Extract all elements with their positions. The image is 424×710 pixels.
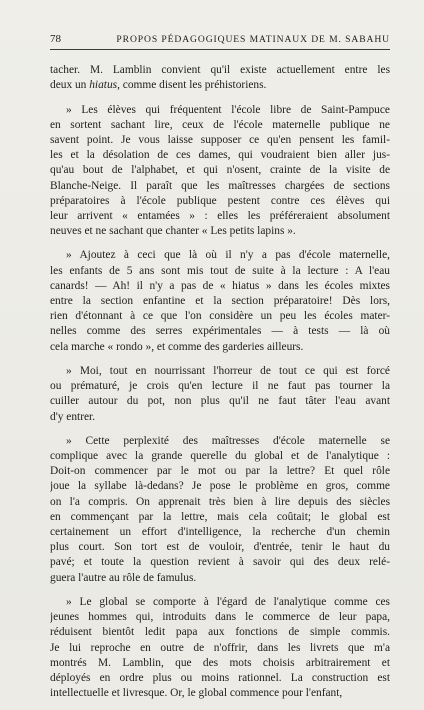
body-text: [50, 63, 390, 710]
text-line: rien d'étonnant à ce que l'on considère un peu les écoles mater-: [50, 310, 390, 323]
text-line: joue la syllabe là-dedans? Je pose le problème en gros, comme: [50, 480, 390, 493]
text-line: pavé; et toute la question revient à savoir qui des deux relé-: [50, 556, 390, 569]
paragraph: [50, 364, 390, 425]
text-line: leur arrivent « entamées » : elles les préféreraient absolument: [50, 209, 390, 222]
text-line: les et la désolation de ces dames, qui voudraient bien aller jus-: [50, 149, 390, 162]
text-line: canards! — Ah! il n'y a pas de « hiatus » dans les écoles mixtes: [50, 279, 390, 292]
text-line: Doit-on commencer par le mot ou par la lettre? Et quel rôle: [50, 465, 390, 478]
text-line: entre la section enfantine et la section préparatoire! Dès lors,: [50, 295, 390, 307]
text-line: ou prématuré, je crois qu'en lecture il ne faut pas tourner la: [50, 380, 390, 393]
text-line: jeunes hommes qui, introduits dans le commerce de leur papa,: [50, 611, 390, 624]
page-number: 78: [50, 33, 61, 45]
text-line: cuiller autour du pot, non plus qu'il ne faut tâter l'eau avant: [50, 395, 390, 408]
running-title: PROPOS PÉDAGOGIQUES MATINAUX DE M. SABAHU: [116, 34, 390, 45]
text-line: » Le global se comporte à l'égard de l'analytique comme ces: [66, 595, 390, 608]
text-line: certainement un effort d'intelligence, la recherche d'un chemin: [50, 526, 390, 538]
text-line: complique avec la grande querelle du global et de l'analytique :: [50, 450, 390, 463]
text-line: en commençant par la lettre, mais cela coûtait; le global est: [50, 510, 390, 523]
paragraph: [50, 248, 390, 354]
text-line: » Cette perplexité des maîtresses d'école maternelle se: [66, 434, 390, 447]
text-line: guera l'autre au rôle de famulus.: [50, 571, 197, 584]
text-line: plus court. Son tort est de vouloir, d'entrée, tenir le haut du: [50, 541, 390, 554]
paragraph: [50, 595, 390, 701]
text-line: déployés en ordre plus ou moins rationnel. La construction est: [50, 671, 390, 684]
text-line: Blanche-Neige. Il paraît que les maîtresses chargées de sections: [50, 179, 390, 192]
text-line: » Les élèves qui fréquentent l'école libre de Saint-Pampuce: [66, 103, 390, 116]
text-line: tacher. M. Lamblin convient qu'il existe actuellement entre les: [50, 64, 390, 76]
header-rule: [50, 49, 390, 50]
text-line: d'y entrer.: [50, 410, 96, 423]
text-line: montrés M. Lamblin, que des mots choisis arbitrairement et: [50, 656, 390, 669]
text-line: deux un hiatus, comme disent les préhistoriens.: [50, 79, 267, 92]
text-line: réduisent bientôt ledit papa aux fonctions de simple commis.: [50, 626, 390, 639]
text-line: intellectuelle et livresque. Or, le global commence pour l'enfant,: [50, 687, 343, 700]
text-line: nelles comme des serres expérimentales — à tests — là où: [50, 325, 390, 338]
text-line: préparatoires à l'école publique pestent contre ces élèves qui: [50, 194, 390, 207]
text-line: en sortent sachant lire, ceux de l'école maternelle publique ne: [50, 118, 390, 131]
text-line: savent point. Je vous laisse supposer ce qu'en pensent les famil-: [50, 133, 390, 146]
paragraph: [50, 434, 390, 586]
paragraph: [50, 103, 390, 240]
text-line: » Moi, tout en nourrissant l'horreur de tout ce qui est forcé: [66, 364, 390, 377]
text-line: neuves et ne sachant que chanter « Les petits lapins ».: [50, 225, 296, 238]
paragraph: [50, 63, 390, 93]
text-line: qu'au bout de l'alphabet, et qui n'osent, crainte de la visite de: [50, 164, 390, 177]
text-line: Je lui reproche en outre de n'offrir, dans les livrets que m'a: [50, 641, 390, 654]
text-line: on l'a compris. On apprenait très bien à lire depuis des siècles: [50, 495, 390, 508]
text-line: cela marche « rondo », et comme des garderies ailleurs.: [50, 340, 304, 353]
text-line: » Ajoutez à ceci que là où il n'y a pas d'école maternelle,: [66, 249, 390, 262]
text-line: les enfants de 5 ans sont mis tout de suite à la lecture : A l'eau: [50, 264, 390, 277]
page-header: [50, 33, 390, 45]
